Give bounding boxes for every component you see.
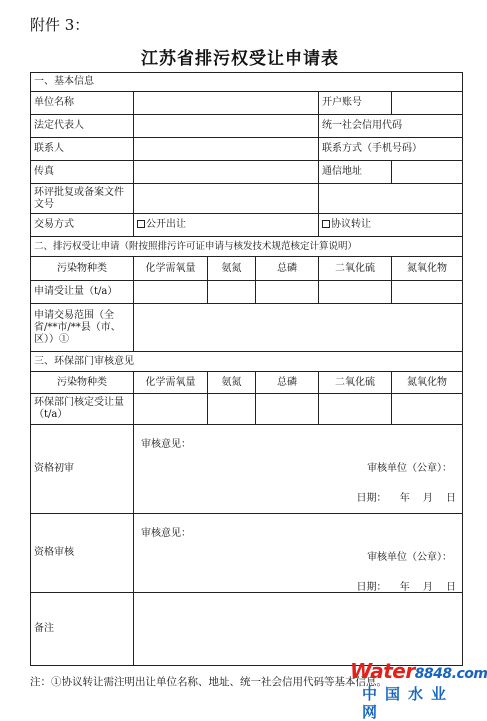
eia-doc-extra-field[interactable] (319, 184, 463, 214)
contact-field[interactable] (134, 138, 319, 161)
public-transfer-option[interactable] (134, 214, 319, 237)
credit-code-label: 统一社会信用代码 (319, 115, 463, 138)
agreement-transfer-label: 协议转让 (331, 219, 371, 230)
eia-doc-label: 环评批复或备案文件文号 (31, 184, 134, 214)
opinion-pollutant-so2: 二氧化硫 (319, 372, 392, 394)
section-opinion-row (31, 352, 463, 372)
section-application-title: 二、排污权受让申请（附按照排污许可证申请与核发技术规范核定计算说明） (31, 237, 463, 257)
approved-cod-field[interactable] (134, 394, 208, 425)
qualification-review-date-label: 日期： 年 月 日 (356, 582, 457, 593)
eia-doc-field[interactable] (134, 184, 319, 214)
section-application-row (31, 237, 463, 257)
section-basic-title: 一、基本信息 (31, 73, 463, 92)
pollutant-header-row (31, 257, 463, 281)
initial-review-unit-label: 审核单位（公章）： (367, 463, 453, 474)
apply-amount-cod-field[interactable] (134, 281, 208, 304)
trade-mode-label: 交易方式 (31, 214, 134, 237)
approved-phosphorus-field[interactable] (256, 394, 319, 425)
initial-review-field[interactable] (134, 425, 463, 514)
attachment-number: 附件 3： (30, 16, 90, 34)
qualification-review-row (31, 514, 463, 593)
contact-phone-label: 联系方式（手机号码） (319, 138, 463, 161)
agreement-transfer-checkbox[interactable] (322, 220, 330, 228)
approved-amount-label: 环保部门核定受让量（t/a） (31, 394, 134, 425)
agreement-transfer-option[interactable] (319, 214, 463, 237)
opinion-pollutant-phosphorus: 总磷 (256, 372, 319, 394)
apply-amount-nox-field[interactable] (392, 281, 463, 304)
remarks-label: 备注 (31, 593, 134, 666)
remarks-row (31, 593, 463, 666)
table-row (31, 115, 463, 138)
opinion-pollutant-nox: 氮氧化物 (392, 372, 463, 394)
apply-amount-label: 申请受让量（t/a） (31, 281, 134, 304)
opinion-pollutant-type-label: 污染物种类 (31, 372, 134, 394)
fax-field[interactable] (134, 161, 319, 184)
approved-nox-field[interactable] (392, 394, 463, 425)
qualification-review-opinion-label: 审核意见： (141, 528, 191, 539)
watermark-brand-word: Water (350, 659, 415, 683)
pollutant-phosphorus: 总磷 (256, 257, 319, 281)
pollutant-so2: 二氧化硫 (319, 257, 392, 281)
watermark-site-name: 中国水业网 (362, 685, 455, 721)
initial-review-date-label: 日期： 年 月 日 (356, 493, 457, 504)
table-row (31, 161, 463, 184)
trade-scope-field[interactable] (134, 304, 463, 352)
bank-account-field[interactable] (392, 92, 463, 115)
bank-account-label: 开户账号 (319, 92, 392, 115)
apply-amount-row (31, 281, 463, 304)
approved-ammonia-field[interactable] (208, 394, 256, 425)
approved-amount-row (31, 394, 463, 425)
apply-amount-phosphorus-field[interactable] (256, 281, 319, 304)
table-row (31, 214, 463, 237)
address-field[interactable] (392, 161, 463, 184)
watermark-brand-suffix: .com (451, 666, 487, 682)
legal-rep-label: 法定代表人 (31, 115, 134, 138)
watermark-brand (350, 659, 487, 685)
footnote: 注：①协议转让需注明出让单位名称、地址、统一社会信用代码等基本信息。 (30, 676, 387, 688)
contact-label: 联系人 (31, 138, 134, 161)
public-transfer-checkbox[interactable] (137, 220, 145, 228)
public-transfer-label: 公开出让 (146, 219, 186, 230)
qualification-review-field[interactable] (134, 514, 463, 593)
trade-scope-row (31, 304, 463, 352)
watermark-logo (350, 659, 487, 721)
approved-so2-field[interactable] (319, 394, 392, 425)
unit-name-label: 单位名称 (31, 92, 134, 115)
opinion-pollutant-cod: 化学需氧量 (134, 372, 208, 394)
qualification-review-unit-label: 审核单位（公章）： (367, 552, 453, 563)
table-row (31, 184, 463, 214)
initial-review-label: 资格初审 (31, 425, 134, 514)
initial-review-row (31, 425, 463, 514)
application-form-table (30, 72, 463, 666)
section-opinion-title: 三、环保部门审核意见 (31, 352, 463, 372)
watermark-brand-number: 8848 (414, 666, 452, 682)
table-row (31, 138, 463, 161)
form-title: 江苏省排污权受让申请表 (141, 49, 339, 69)
opinion-pollutant-ammonia: 氨氮 (208, 372, 256, 394)
table-row (31, 92, 463, 115)
unit-name-field[interactable] (134, 92, 319, 115)
apply-amount-so2-field[interactable] (319, 281, 392, 304)
opinion-pollutant-header-row (31, 372, 463, 394)
address-label: 通信地址 (319, 161, 392, 184)
trade-scope-label: 申请交易范围（全省/**市/**县（市、区））① (31, 304, 134, 352)
pollutant-nox: 氮氧化物 (392, 257, 463, 281)
apply-amount-ammonia-field[interactable] (208, 281, 256, 304)
initial-review-opinion-label: 审核意见： (141, 439, 191, 450)
qualification-review-label: 资格审核 (31, 514, 134, 593)
fax-label: 传真 (31, 161, 134, 184)
section-basic-row (31, 73, 463, 92)
pollutant-ammonia: 氨氮 (208, 257, 256, 281)
remarks-field[interactable] (134, 593, 463, 666)
legal-rep-field[interactable] (134, 115, 319, 138)
pollutant-type-label: 污染物种类 (31, 257, 134, 281)
pollutant-cod: 化学需氧量 (134, 257, 208, 281)
